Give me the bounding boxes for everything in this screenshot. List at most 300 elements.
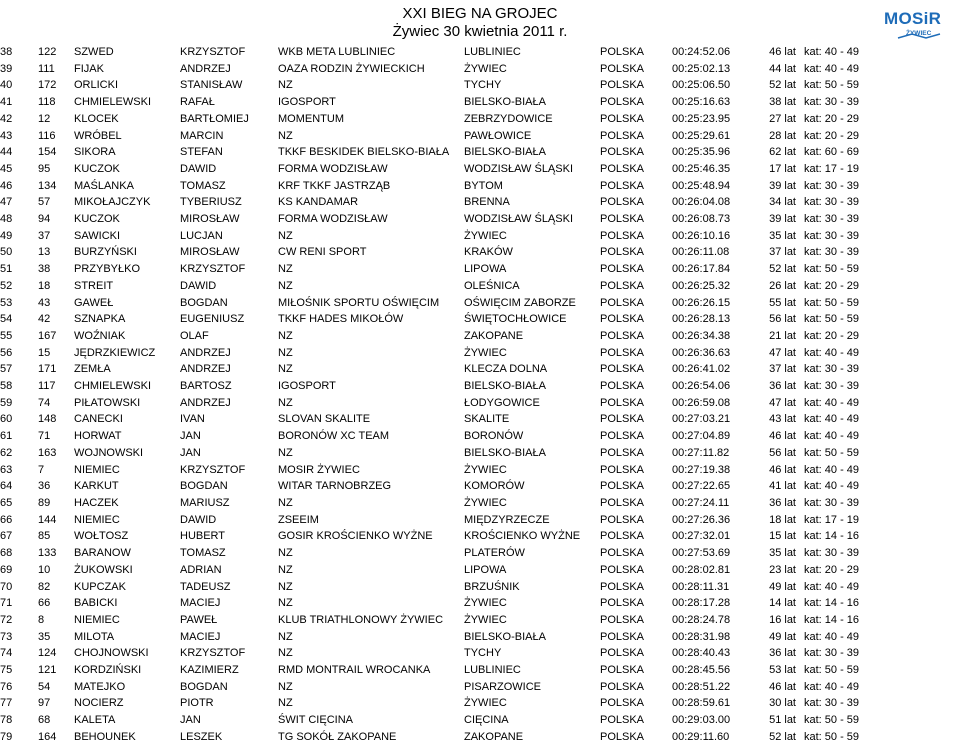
cell-surname: MAŚLANKA [74, 179, 134, 192]
cell-surname: NIEMIEC [74, 463, 120, 476]
table-row [0, 662, 960, 679]
cell-city: KOMORÓW [464, 480, 525, 493]
cell-bib: 74 [38, 396, 51, 409]
cell-bib: 71 [38, 430, 51, 443]
cell-age: 38 lat [769, 96, 796, 109]
cell-surname: KUPCZAK [74, 580, 126, 593]
cell-bib: 10 [38, 563, 51, 576]
cell-firstname: KRZYSZTOF [180, 263, 246, 276]
cell-country: POLSKA [600, 513, 645, 526]
cell-time: 00:24:52.06 [672, 46, 731, 58]
cell-bib: 82 [38, 580, 51, 593]
page-title: XXI BIEG NA GROJEC [402, 5, 558, 22]
cell-city: BRENNA [464, 196, 510, 209]
cell-bib: 38 [38, 263, 51, 276]
cell-country: POLSKA [600, 664, 645, 677]
cell-surname: NOCIERZ [74, 697, 124, 710]
cell-place: 49 [0, 229, 13, 242]
cell-bib: 117 [38, 380, 56, 393]
table-row [0, 361, 960, 378]
cell-bib: 163 [38, 446, 57, 459]
cell-surname: MIKOŁAJCZYK [74, 196, 151, 209]
cell-place: 70 [0, 580, 13, 593]
table-row [0, 295, 960, 312]
cell-bib: 68 [38, 714, 51, 727]
cell-country: POLSKA [600, 313, 645, 326]
cell-place: 75 [0, 664, 13, 677]
cell-surname: BABICKI [74, 597, 118, 610]
cell-time: 00:27:04.89 [672, 430, 731, 443]
cell-category: kat: 17 - 19 [804, 513, 860, 526]
cell-city: BIELSKO-BIAŁA [464, 146, 546, 159]
cell-firstname: LESZEK [180, 730, 223, 743]
cell-city: TYCHY [464, 647, 502, 660]
cell-firstname: TOMASZ [180, 179, 226, 192]
cell-surname: HORWAT [74, 430, 122, 443]
cell-category: kat: 30 - 39 [804, 363, 860, 376]
cell-category: kat: 30 - 39 [804, 547, 860, 560]
table-row [0, 562, 960, 579]
cell-surname: BEHOUNEK [74, 730, 136, 743]
table-row [0, 462, 960, 479]
cell-firstname: KRZYSZTOF [180, 46, 246, 58]
cell-time: 00:28:40.43 [672, 647, 731, 660]
cell-age: 14 lat [769, 597, 796, 610]
cell-place: 51 [0, 263, 13, 276]
cell-time: 00:26:54.06 [672, 380, 731, 393]
cell-country: POLSKA [600, 580, 645, 593]
cell-city: ZEBRZYDOWICE [464, 112, 553, 125]
cell-category: kat: 40 - 49 [804, 630, 860, 643]
cell-category: kat: 40 - 49 [804, 396, 860, 409]
cell-country: POLSKA [600, 162, 645, 175]
table-row [0, 679, 960, 696]
cell-club: NZ [278, 563, 293, 576]
cell-firstname: ADRIAN [180, 563, 222, 576]
cell-bib: 164 [38, 730, 57, 743]
cell-time: 00:28:45.56 [672, 664, 731, 677]
cell-club: NZ [278, 396, 293, 409]
cell-category: kat: 50 - 59 [804, 714, 860, 727]
cell-bib: 35 [38, 630, 51, 643]
cell-place: 46 [0, 179, 13, 192]
cell-firstname: KRZYSZTOF [180, 647, 246, 660]
cell-bib: 42 [38, 313, 51, 326]
cell-surname: KALETA [74, 714, 116, 727]
cell-club: FORMA WODZISŁAW [278, 162, 388, 175]
cell-firstname: PIOTR [180, 697, 214, 710]
cell-age: 35 lat [769, 547, 796, 560]
cell-country: POLSKA [600, 714, 645, 727]
cell-bib: 116 [38, 129, 56, 142]
cell-firstname: LUCJAN [180, 229, 223, 242]
cell-firstname: BOGDAN [180, 480, 228, 493]
cell-surname: CANECKI [74, 413, 123, 426]
cell-surname: ORLICKI [74, 79, 119, 92]
cell-place: 48 [0, 213, 13, 226]
cell-city: ŻYWIEC [464, 697, 507, 710]
cell-surname: ŻUKOWSKI [74, 563, 133, 576]
cell-city: ŁODYGOWICE [464, 396, 540, 409]
cell-bib: 85 [38, 530, 51, 543]
cell-city: BIELSKO-BIAŁA [464, 380, 546, 393]
table-row [0, 128, 960, 145]
cell-country: POLSKA [600, 46, 645, 58]
cell-age: 36 lat [769, 647, 796, 660]
cell-time: 00:28:24.78 [672, 613, 731, 626]
cell-club: SLOVAN SKALITE [278, 413, 371, 426]
cell-firstname: MARCIN [180, 129, 224, 142]
cell-firstname: BOGDAN [180, 680, 228, 693]
cell-firstname: DAWID [180, 279, 217, 292]
table-row [0, 194, 960, 211]
cell-time: 00:26:28.13 [672, 313, 731, 326]
cell-country: POLSKA [600, 647, 645, 660]
cell-age: 16 lat [769, 613, 796, 626]
cell-city: ŻYWIEC [464, 597, 507, 610]
cell-city: LUBLINIEC [464, 46, 521, 58]
cell-place: 67 [0, 530, 13, 543]
cell-surname: SIKORA [74, 146, 116, 159]
cell-age: 52 lat [769, 263, 796, 276]
cell-category: kat: 30 - 39 [804, 213, 860, 226]
cell-surname: SZWED [74, 46, 114, 58]
cell-category: kat: 50 - 59 [804, 446, 860, 459]
cell-place: 39 [0, 62, 13, 75]
cell-club: OAZA RODZIN ŻYWIECKICH [278, 62, 425, 75]
cell-age: 34 lat [769, 196, 796, 209]
table-row [0, 244, 960, 261]
cell-place: 61 [0, 430, 13, 443]
cell-firstname: BARTOSZ [180, 380, 232, 393]
cell-category: kat: 40 - 49 [804, 62, 860, 75]
cell-time: 00:25:48.94 [672, 179, 731, 192]
cell-time: 00:29:11.60 [672, 730, 730, 743]
cell-age: 39 lat [769, 213, 796, 226]
cell-firstname: MACIEJ [180, 597, 221, 610]
cell-age: 46 lat [769, 463, 796, 476]
cell-country: POLSKA [600, 146, 645, 159]
cell-category: kat: 40 - 49 [804, 480, 860, 493]
cell-club: KS KANDAMAR [278, 196, 359, 209]
cell-firstname: RAFAŁ [180, 96, 215, 109]
cell-place: 43 [0, 129, 13, 142]
cell-time: 00:26:08.73 [672, 213, 731, 226]
cell-surname: NIEMIEC [74, 513, 120, 526]
cell-club: FORMA WODZISŁAW [278, 213, 388, 226]
cell-firstname: EUGENIUSZ [180, 313, 245, 326]
cell-bib: 36 [38, 480, 51, 493]
cell-city: BIELSKO-BIAŁA [464, 96, 546, 109]
cell-age: 27 lat [769, 112, 796, 125]
cell-category: kat: 20 - 29 [804, 563, 860, 576]
cell-time: 00:27:26.36 [672, 513, 731, 526]
table-row [0, 595, 960, 612]
cell-category: kat: 50 - 59 [804, 313, 860, 326]
cell-surname: MILOTA [74, 630, 115, 643]
cell-bib: 171 [38, 363, 57, 376]
cell-city: WODZISŁAW ŚLĄSKI [464, 162, 574, 175]
cell-place: 58 [0, 380, 13, 393]
cell-club: ŚWIT CIĘCINA [278, 714, 353, 727]
cell-time: 00:26:17.84 [672, 263, 731, 276]
mosir-logo [878, 8, 952, 48]
cell-club: NZ [278, 263, 293, 276]
cell-place: 73 [0, 630, 13, 643]
cell-time: 00:29:03.00 [672, 714, 731, 727]
table-row [0, 211, 960, 228]
cell-age: 37 lat [769, 246, 796, 259]
cell-time: 00:26:11.08 [672, 246, 730, 259]
cell-place: 53 [0, 296, 13, 309]
cell-club: TKKF BESKIDEK BIELSKO-BIAŁA [278, 146, 450, 159]
cell-country: POLSKA [600, 496, 645, 509]
cell-surname: CHMIELEWSKI [74, 380, 152, 393]
cell-surname: JĘDRZKIEWICZ [74, 346, 156, 359]
cell-bib: 167 [38, 329, 57, 342]
cell-country: POLSKA [600, 430, 645, 443]
cell-club: KLUB TRIATHLONOWY ŻYWIEC [278, 613, 444, 626]
cell-category: kat: 40 - 49 [804, 346, 860, 359]
cell-category: kat: 50 - 59 [804, 79, 860, 92]
cell-place: 41 [0, 96, 13, 109]
cell-country: POLSKA [600, 196, 645, 209]
cell-category: kat: 40 - 49 [804, 46, 860, 58]
cell-firstname: DAWID [180, 162, 217, 175]
cell-city: ŻYWIEC [464, 346, 507, 359]
cell-bib: 111 [38, 62, 55, 75]
cell-firstname: MIROSŁAW [180, 213, 240, 226]
cell-time: 00:26:10.16 [672, 229, 731, 242]
cell-club: TKKF HADES MIKOŁÓW [278, 313, 404, 326]
cell-place: 76 [0, 680, 13, 693]
cell-city: ZAKOPANE [464, 730, 524, 743]
cell-club: NZ [278, 129, 293, 142]
cell-age: 46 lat [769, 430, 796, 443]
cell-firstname: TADEUSZ [180, 580, 231, 593]
cell-surname: WRÓBEL [74, 129, 122, 142]
cell-club: ZSEEIM [278, 513, 319, 526]
cell-category: kat: 40 - 49 [804, 413, 860, 426]
cell-country: POLSKA [600, 597, 645, 610]
cell-age: 41 lat [769, 480, 796, 493]
cell-bib: 13 [38, 246, 51, 259]
logo-sub: ŻYWIEC [906, 30, 932, 37]
cell-club: TG SOKÓŁ ZAKOPANE [278, 730, 397, 743]
cell-city: ŚWIĘTOCHŁOWICE [464, 313, 567, 326]
cell-place: 38 [0, 46, 13, 58]
cell-surname: KUCZOK [74, 162, 120, 175]
cell-firstname: BARTŁOMIEJ [180, 112, 249, 125]
table-row [0, 328, 960, 345]
cell-country: POLSKA [600, 346, 645, 359]
cell-age: 53 lat [769, 664, 796, 677]
cell-category: kat: 50 - 59 [804, 296, 860, 309]
cell-time: 00:27:32.01 [672, 530, 731, 543]
cell-city: OŚWIĘCIM ZABORZE [464, 296, 576, 309]
cell-city: MIĘDZYRZECZE [464, 513, 550, 526]
cell-city: TYCHY [464, 79, 502, 92]
cell-club: NZ [278, 597, 293, 610]
cell-country: POLSKA [600, 112, 645, 125]
cell-country: POLSKA [600, 463, 645, 476]
cell-club: IGOSPORT [278, 96, 336, 109]
cell-time: 00:26:41.02 [672, 363, 731, 376]
cell-city: ŻYWIEC [464, 496, 507, 509]
cell-place: 50 [0, 246, 13, 259]
table-row [0, 478, 960, 495]
cell-city: ŻYWIEC [464, 463, 507, 476]
cell-bib: 133 [38, 547, 57, 560]
cell-firstname: ANDRZEJ [180, 62, 231, 75]
table-row [0, 729, 960, 746]
cell-age: 17 lat [769, 162, 796, 175]
cell-place: 52 [0, 279, 13, 292]
cell-country: POLSKA [600, 413, 645, 426]
cell-place: 47 [0, 196, 13, 209]
cell-firstname: IVAN [180, 413, 205, 426]
cell-country: POLSKA [600, 96, 645, 109]
cell-country: POLSKA [600, 613, 645, 626]
table-row [0, 545, 960, 562]
cell-club: BORONÓW XC TEAM [278, 430, 390, 443]
cell-club: IGOSPORT [278, 380, 336, 393]
cell-time: 00:28:11.31 [672, 580, 730, 593]
cell-bib: 57 [38, 196, 51, 209]
cell-club: NZ [278, 547, 293, 560]
table-row [0, 77, 960, 94]
cell-firstname: KRZYSZTOF [180, 463, 246, 476]
table-row [0, 445, 960, 462]
cell-bib: 122 [38, 46, 57, 58]
cell-firstname: KAZIMIERZ [180, 664, 239, 677]
cell-category: kat: 30 - 39 [804, 196, 860, 209]
cell-time: 00:27:24.11 [672, 496, 730, 509]
cell-category: kat: 17 - 19 [804, 162, 860, 175]
cell-bib: 18 [38, 279, 51, 292]
cell-age: 47 lat [769, 396, 796, 409]
cell-club: NZ [278, 329, 293, 342]
cell-city: BIELSKO-BIAŁA [464, 446, 546, 459]
cell-bib: 118 [38, 96, 56, 109]
cell-bib: 66 [38, 597, 51, 610]
cell-category: kat: 14 - 16 [804, 530, 860, 543]
cell-firstname: TYBERIUSZ [180, 196, 242, 209]
results-table [0, 44, 960, 746]
cell-place: 55 [0, 329, 13, 342]
cell-age: 44 lat [769, 62, 796, 75]
cell-age: 62 lat [769, 146, 796, 159]
cell-surname: FIJAK [74, 62, 104, 75]
cell-age: 49 lat [769, 630, 796, 643]
cell-bib: 144 [38, 513, 57, 526]
cell-city: LIPOWA [464, 563, 507, 576]
cell-time: 00:27:19.38 [672, 463, 731, 476]
cell-time: 00:25:06.50 [672, 79, 731, 92]
cell-surname: KUCZOK [74, 213, 120, 226]
cell-club: NZ [278, 630, 293, 643]
cell-category: kat: 50 - 59 [804, 730, 860, 743]
cell-country: POLSKA [600, 380, 645, 393]
cell-place: 65 [0, 496, 13, 509]
cell-time: 00:27:03.21 [672, 413, 731, 426]
cell-time: 00:28:02.81 [672, 563, 731, 576]
cell-country: POLSKA [600, 296, 645, 309]
table-row [0, 512, 960, 529]
cell-country: POLSKA [600, 279, 645, 292]
cell-country: POLSKA [600, 62, 645, 75]
cell-city: BRZUŚNIK [464, 580, 520, 593]
cell-city: ŻYWIEC [464, 229, 507, 242]
cell-place: 77 [0, 697, 13, 710]
cell-country: POLSKA [600, 480, 645, 493]
cell-surname: PIŁATOWSKI [74, 396, 141, 409]
table-row [0, 411, 960, 428]
cell-time: 00:26:26.15 [672, 296, 731, 309]
cell-firstname: HUBERT [180, 530, 226, 543]
cell-country: POLSKA [600, 363, 645, 376]
cell-surname: KLOCEK [74, 112, 119, 125]
cell-category: kat: 40 - 49 [804, 463, 860, 476]
cell-time: 00:26:04.08 [672, 196, 731, 209]
cell-category: kat: 30 - 39 [804, 229, 860, 242]
cell-club: GOSIR KROŚCIENKO WYŻNE [278, 530, 433, 543]
table-row [0, 261, 960, 278]
cell-place: 78 [0, 714, 13, 727]
cell-country: POLSKA [600, 179, 645, 192]
cell-place: 59 [0, 396, 13, 409]
cell-time: 00:27:11.82 [672, 446, 730, 459]
table-row [0, 228, 960, 245]
table-row [0, 579, 960, 596]
results-body [0, 44, 960, 746]
cell-time: 00:27:53.69 [672, 547, 731, 560]
cell-club: NZ [278, 229, 293, 242]
cell-club: CW RENI SPORT [278, 246, 367, 259]
cell-age: 36 lat [769, 380, 796, 393]
table-row [0, 395, 960, 412]
cell-city: SKALITE [464, 413, 510, 426]
cell-age: 37 lat [769, 363, 796, 376]
cell-age: 56 lat [769, 313, 796, 326]
cell-category: kat: 14 - 16 [804, 597, 860, 610]
cell-club: NZ [278, 79, 293, 92]
cell-surname: KARKUT [74, 480, 119, 493]
cell-bib: 134 [38, 179, 57, 192]
cell-city: PLATERÓW [464, 547, 525, 560]
page-subtitle: Żywiec 30 kwietnia 2011 r. [392, 23, 568, 40]
cell-bib: 12 [38, 112, 51, 125]
cell-club: NZ [278, 580, 293, 593]
cell-firstname: MACIEJ [180, 630, 221, 643]
cell-time: 00:26:34.38 [672, 329, 731, 342]
cell-city: BYTOM [464, 179, 503, 192]
cell-age: 15 lat [769, 530, 796, 543]
cell-club: NZ [278, 363, 293, 376]
table-row [0, 278, 960, 295]
cell-bib: 172 [38, 79, 57, 92]
table-row [0, 61, 960, 78]
cell-country: POLSKA [600, 563, 645, 576]
cell-category: kat: 50 - 59 [804, 263, 860, 276]
cell-age: 39 lat [769, 179, 796, 192]
cell-surname: PRZYBYŁKO [74, 263, 141, 276]
cell-category: kat: 30 - 39 [804, 647, 860, 660]
cell-age: 21 lat [769, 329, 796, 342]
cell-bib: 94 [38, 213, 51, 226]
cell-age: 35 lat [769, 229, 796, 242]
cell-place: 60 [0, 413, 13, 426]
